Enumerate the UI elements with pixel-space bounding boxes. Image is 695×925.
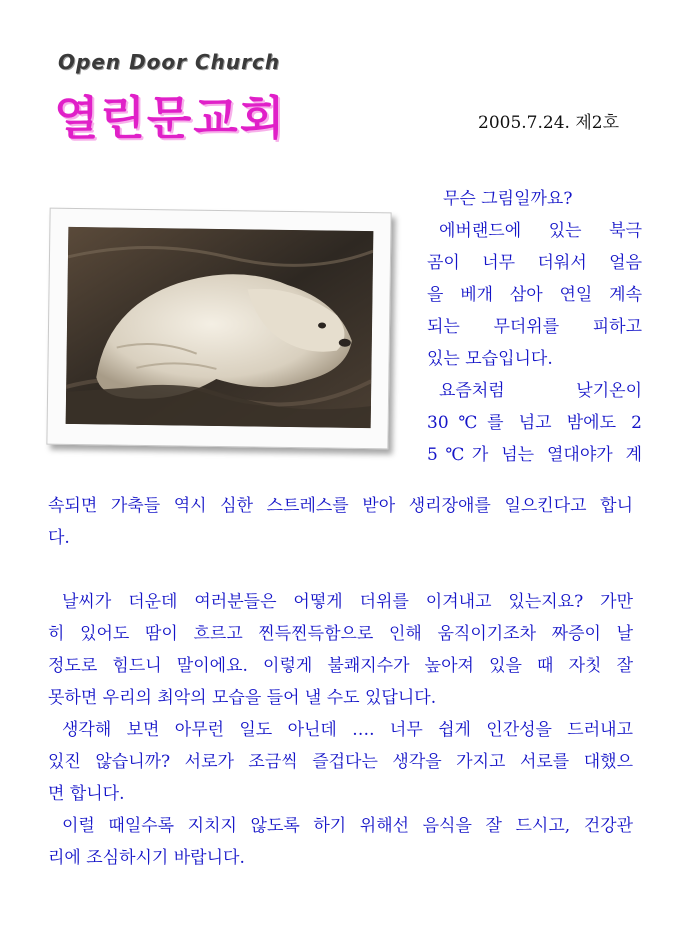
body-line: 생각해 보면 아무런 일도 아닌데 …. 너무 쉽게 인간성을 드러내고 — [62, 720, 633, 740]
body-line: 못하면 우리의 최악의 모습을 들어 낼 수도 있답니다. — [48, 688, 437, 708]
side-line: 있는 모습입니다. — [427, 349, 553, 369]
side-line: 곰이 너무 더워서 얼음 — [427, 253, 642, 273]
church-name-korean: 열린문교회 — [54, 91, 287, 145]
body-line: 이럴 때일수록 지치지 않도록 하기 위해선 음식을 잘 드시고, 건강관 — [62, 816, 633, 836]
polar-bear-photo — [66, 227, 374, 428]
side-line: 되는 무더위를 피하고 — [427, 317, 642, 337]
body-line: 리에 조심하시기 바랍니다. — [48, 848, 245, 868]
issue-date: 2005.7.24. 제2호 — [478, 113, 619, 133]
side-line: 을 베개 삼아 연일 계속 — [427, 285, 642, 305]
photo-frame — [46, 208, 391, 450]
body-line: 속되면 가축들 역시 심한 스트레스를 받아 생리장애를 일으킨다고 합니 — [48, 496, 633, 516]
side-line: 5℃가 넘는 열대야가 계 — [427, 445, 642, 465]
article-full-width — [48, 490, 633, 874]
paragraph-gap — [48, 554, 633, 586]
side-line: 요즘처럼 낮기온이 — [439, 381, 642, 401]
body-line: 다. — [48, 528, 70, 548]
article-side-column — [427, 183, 642, 471]
side-line: 에버랜드에 있는 북극 — [439, 221, 642, 241]
body-line: 있진 않습니까? 서로가 조금씩 즐겁다는 생각을 가지고 서로를 대했으 — [48, 752, 633, 772]
body-line: 면 합니다. — [48, 784, 125, 804]
church-name-english: Open Door Church — [58, 50, 281, 74]
body-line: 정도로 힘드니 말이에요. 이렇게 불쾌지수가 높아져 있을 때 자칫 잘 — [48, 656, 633, 676]
body-line: 히 있어도 땀이 흐르고 찐득찐득함으로 인해 움직이기조차 짜증이 날 — [48, 624, 633, 644]
article-heading: 무슨 그림일까요? — [443, 189, 573, 209]
side-line: 30℃를 넘고 밤에도 2 — [427, 413, 642, 433]
body-line: 날씨가 더운데 여러분들은 어떻게 더위를 이겨내고 있는지요? 가만 — [62, 592, 633, 612]
